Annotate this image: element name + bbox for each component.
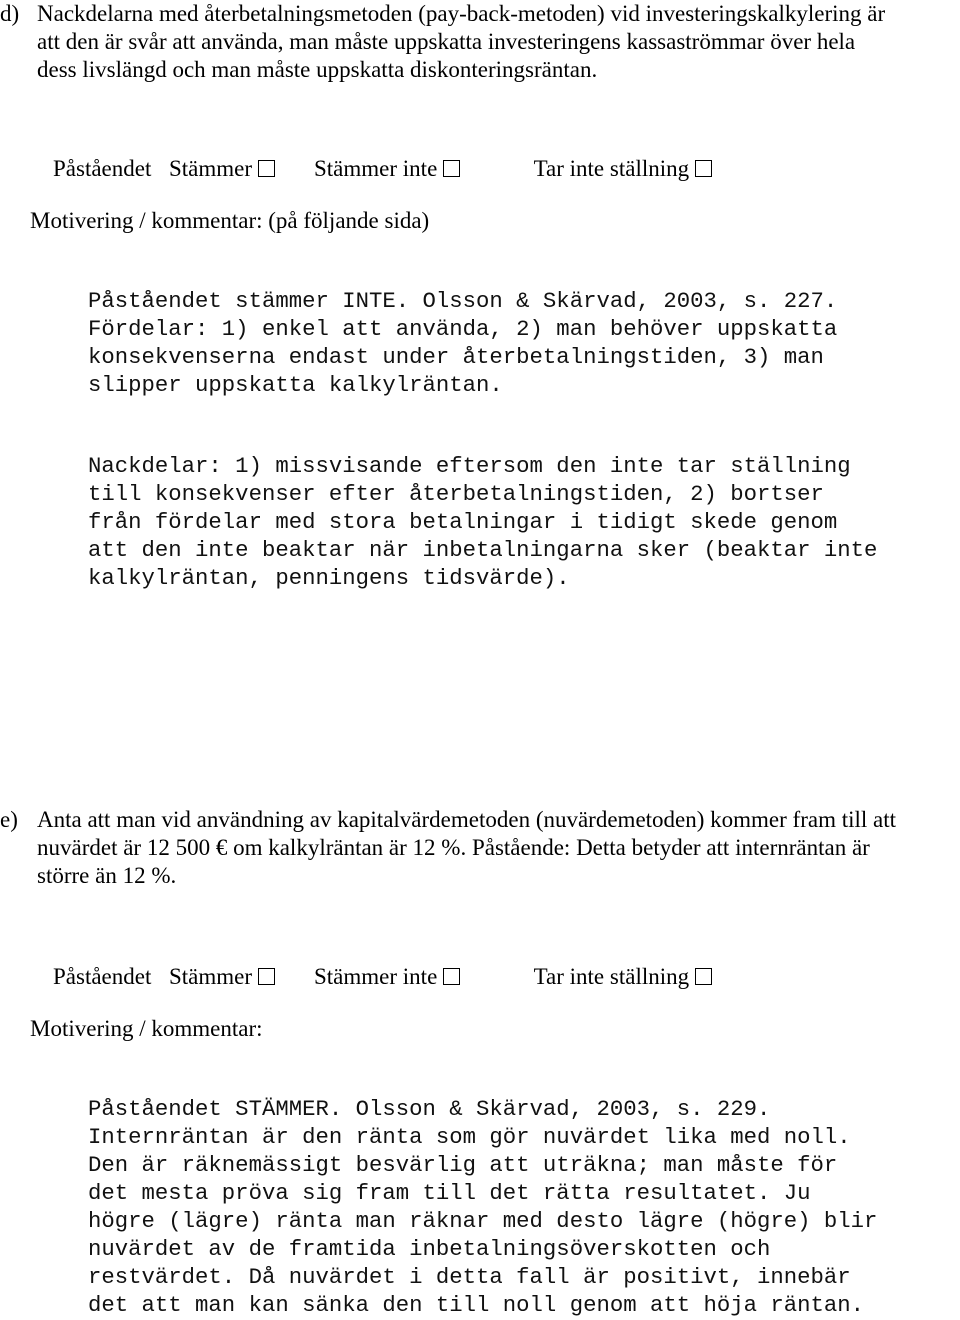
answer-e-line-3: Den är räknemässigt besvärlig att uträkna; man måste för bbox=[88, 1152, 838, 1178]
option-label: Stämmer inte bbox=[314, 156, 438, 181]
answer-e-line-2: Internräntan är den ränta som gör nuvärdet lika med noll. bbox=[88, 1124, 851, 1150]
statement-row-e bbox=[30, 935, 151, 1019]
answer-d-line-3: konsekvenserna endast under återbetalningstiden, 3) man bbox=[88, 344, 824, 370]
answer-e-line-4: det mesta pröva sig fram till det rätta resultatet. Ju bbox=[88, 1180, 811, 1206]
option-label: Tar inte ställning bbox=[533, 156, 690, 181]
answer-d-line-1: Påståendet stämmer INTE. Olsson & Skärvad, 2003, s. 227. bbox=[88, 288, 838, 314]
option-neutral-d[interactable] bbox=[511, 127, 712, 211]
motivation-label-d: Motivering / kommentar: (på följande sida) bbox=[30, 208, 430, 233]
motivation-label-e: Motivering / kommentar: bbox=[30, 1016, 263, 1041]
option-label: Tar inte ställning bbox=[533, 964, 690, 989]
option-agree-e[interactable] bbox=[146, 935, 275, 1019]
question-e-label: e) bbox=[0, 807, 18, 832]
statement-label: Påståendet bbox=[53, 156, 152, 181]
option-agree-d[interactable] bbox=[146, 127, 275, 211]
checkbox-neutral-d[interactable] bbox=[695, 160, 712, 177]
checkbox-agree-e[interactable] bbox=[258, 968, 275, 985]
question-e-line-1: Anta att man vid användning av kapitalvärdemetoden (nuvärdemetoden) kommer fram till att bbox=[37, 807, 897, 832]
option-label: Stämmer inte bbox=[314, 964, 438, 989]
statement-row-d bbox=[30, 127, 151, 211]
checkbox-agree-d[interactable] bbox=[258, 160, 275, 177]
answer-d-line-6: till konsekvenser efter återbetalningstiden, 2) bortser bbox=[88, 481, 824, 507]
answer-e-line-7: restvärdet. Då nuvärdet i detta fall är positivt, innebär bbox=[88, 1264, 851, 1290]
option-disagree-d[interactable] bbox=[291, 127, 460, 211]
answer-d-line-5: Nackdelar: 1) missvisande eftersom den inte tar ställning bbox=[88, 453, 851, 479]
statement-label: Påståendet bbox=[53, 964, 152, 989]
option-label: Stämmer bbox=[169, 156, 253, 181]
answer-e-line-1: Påståendet STÄMMER. Olsson & Skärvad, 2003, s. 229. bbox=[88, 1096, 771, 1122]
checkbox-neutral-e[interactable] bbox=[695, 968, 712, 985]
answer-d-line-2: Fördelar: 1) enkel att använda, 2) man behöver uppskatta bbox=[88, 316, 838, 342]
question-d-line-3: dess livslängd och man måste uppskatta diskonteringsräntan. bbox=[37, 57, 598, 82]
question-d-line-1: Nackdelarna med återbetalningsmetoden (pay-back-metoden) vid investeringskalkylering är bbox=[37, 1, 886, 26]
question-e-line-2: nuvärdet är 12 500 € om kalkylräntan är 12 %. Påstående: Detta betyder att internräntan är bbox=[37, 835, 870, 860]
question-d-line-2: att den är svår att använda, man måste uppskatta investeringens kassaströmmar över hela bbox=[37, 29, 856, 54]
answer-e-line-8: det att man kan sänka den till noll genom att höja räntan. bbox=[88, 1292, 865, 1318]
question-d-label: d) bbox=[0, 1, 20, 26]
option-label: Stämmer bbox=[169, 964, 253, 989]
checkbox-disagree-e[interactable] bbox=[443, 968, 460, 985]
checkbox-disagree-d[interactable] bbox=[443, 160, 460, 177]
option-neutral-e[interactable] bbox=[511, 935, 712, 1019]
question-e-line-3: större än 12 %. bbox=[37, 863, 177, 888]
answer-d-line-7: från fördelar med stora betalningar i tidigt skede genom bbox=[88, 509, 838, 535]
option-disagree-e[interactable] bbox=[291, 935, 460, 1019]
answer-e-line-6: nuvärdet av de framtida inbetalningsöverskotten och bbox=[88, 1236, 771, 1262]
answer-e-line-5: högre (lägre) ränta man räknar med desto lägre (högre) blir bbox=[88, 1208, 878, 1234]
answer-d-line-4: slipper uppskatta kalkylräntan. bbox=[88, 372, 503, 398]
answer-d-line-9: kalkylräntan, penningens tidsvärde). bbox=[88, 565, 570, 591]
answer-d-line-8: att den inte beaktar när inbetalningarna sker (beaktar inte bbox=[88, 537, 878, 563]
